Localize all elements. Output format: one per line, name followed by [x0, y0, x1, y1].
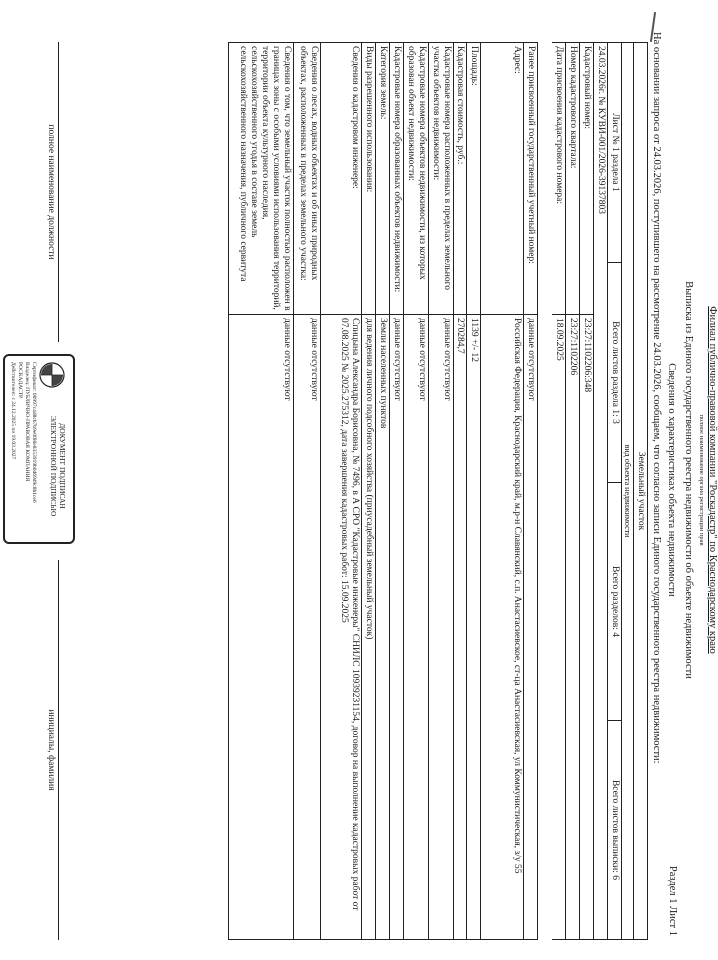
table-row — [580, 42, 594, 940]
doc-number: 24.03.2026г. № КУВИ-001/2026-39137803 — [594, 43, 607, 940]
basis-text: На основании запроса от 24.03.2026, поступившего на рассмотрение 24.03.2026, сообщаем, что согласно записи Единого государственного реестра недвижимости: — [651, 32, 662, 764]
row-label: Кадастровые номера расположенных в пределах земельного участка объектов недвижимости: — [429, 43, 453, 315]
organization-caption: полное наименование органа регистрации прав — [698, 414, 705, 546]
table-row — [362, 42, 376, 940]
stamp-owner-name: РОСКАДАСТР — [16, 362, 23, 399]
organization-title: Филиал публично-правовой компании "Роскадастр" по Краснодарскому краю — [707, 306, 718, 654]
row-value: данные отсутствуют — [524, 315, 537, 940]
row-label: Сведения о лесах, водных объектах и об иных природных объектах, расположенных в пределах земельного участка: — [294, 43, 320, 315]
row-value: 270284,7 — [454, 315, 467, 940]
row-value: данные отсутствуют — [429, 315, 453, 940]
section-title: Сведения о характеристиках объекта недвижимости — [666, 363, 677, 597]
table-row — [321, 42, 362, 940]
stamp-validity: Действителен: с 24.12.2025 по 19.03.2027 — [9, 362, 16, 460]
row-label: Кадастровые номера образованных объектов недвижимости: — [390, 43, 403, 315]
name-caption: инициалы, фамилия — [45, 560, 59, 940]
object-type-caption-row — [622, 42, 634, 940]
row-value: 23:27:1102206 — [566, 315, 579, 940]
name-block — [45, 560, 77, 940]
row-label: Номер кадастрового квартала: — [566, 43, 579, 315]
table-row — [566, 42, 580, 940]
table-row — [228, 42, 294, 940]
stamp-title: ДОКУМЕНТ ПОДПИСАН ЭЛЕКТРОННОЙ ПОДПИСЬЮ — [48, 415, 67, 517]
characteristics-table — [228, 42, 648, 940]
row-label: Дата присвоения кадастрового номера: — [552, 43, 565, 315]
row-value: данные отсутствуют — [390, 315, 403, 940]
table-row — [390, 42, 404, 940]
row-value: данные отсутствуют — [404, 315, 428, 940]
row-label: Категория земель: — [376, 43, 389, 315]
row-label: Сведения о том, что земельный участок полностью расположен в границах зоны с особыми условиями использования территорий, территории объекта культурного наследия, сельскохозяйственного угодья в составе земель сельскохозяйственного назначения, публичного сервитута — [229, 43, 293, 315]
stamp-owner: Владелец: ПУБЛИЧНО-ПРАВОВАЯ КОМПАНИЯ — [23, 362, 30, 482]
table-row — [552, 42, 566, 940]
table-row — [294, 42, 321, 940]
table-row — [404, 42, 429, 940]
sheet-number: Лист № 1 раздела 1 — [608, 43, 621, 263]
sheet-label: Раздел 1 Лист 1 — [667, 865, 678, 936]
table-row — [376, 42, 390, 940]
table-row — [524, 42, 538, 940]
row-label: Адрес: — [481, 43, 523, 315]
signature-area — [0, 42, 77, 940]
row-value: Российская Федерация, Краснодарский край, м.р-н Славянский, с.п. Анастасиевское, ст-ца Анастасиевская, ул Коммунистическая, з/у 55 — [481, 315, 523, 940]
total-section-sheets: Всего листов раздела 1: 3 — [608, 263, 621, 483]
row-label: Кадастровый номер: — [580, 43, 593, 315]
row-value: данные отсутствуют — [229, 315, 293, 940]
doc-number-row — [594, 42, 608, 940]
summary-row — [608, 42, 622, 940]
position-block — [45, 42, 77, 342]
row-value: для ведения личного подсобного хозяйства (приусадебный земельный участок) — [362, 315, 375, 940]
total-extract-sheets: Всего листов выписки: 6 — [608, 721, 621, 940]
table-row — [467, 42, 481, 940]
row-value: Спицына Александра Борисовна, № 7496, в А СРО "Кадастровые инженеры" СНИЛС 10939231154, договор на выполнение кадастровых работ от 07.08.2025 № 2025.275312, дата завершения кадастровых работ: 15.09.2025 — [321, 315, 361, 940]
object-type-row — [634, 42, 648, 940]
stamp-details — [8, 362, 37, 536]
row-label: Площадь: — [467, 43, 480, 315]
row-value: данные отсутствуют — [294, 315, 320, 940]
table-row — [481, 42, 524, 940]
row-label: Ранее присвоенный государственный учетный номер: — [524, 43, 537, 315]
row-value: 23:27:1102206:348 — [580, 315, 593, 940]
row-label: Кадастровые номера объектов недвижимости, из которых образован объект недвижимости: — [404, 43, 428, 315]
stamp-certificate: Сертификат: 00997c4d8cb7b9e0f80e8353919b0d69d9c8b1ce6 — [31, 362, 37, 503]
electronic-signature-stamp — [3, 354, 75, 544]
rotated-document-page — [0, 20, 718, 940]
row-value: 1139 +/- 12 — [467, 315, 480, 940]
table-row — [454, 42, 468, 940]
object-type-caption: вид объекта недвижимости — [622, 43, 633, 940]
object-type: Земельный участок — [634, 43, 647, 940]
roskadastr-logo-icon — [39, 362, 65, 388]
row-label: Кадастровая стоимость, руб.: — [454, 43, 467, 315]
extract-title: Выписка из Единого государственного реестра недвижимости об объекте недвижимости — [683, 281, 694, 679]
row-label: Сведения о кадастровом инженере: — [321, 43, 361, 315]
total-sections: Всего разделов: 4 — [608, 483, 621, 721]
row-value: 18.09.2025 — [552, 315, 565, 940]
row-value: Земли населенных пунктов — [376, 315, 389, 940]
position-caption: полное наименование должности — [45, 42, 59, 342]
row-label: Виды разрешенного использования: — [362, 43, 375, 315]
table-row — [429, 42, 454, 940]
